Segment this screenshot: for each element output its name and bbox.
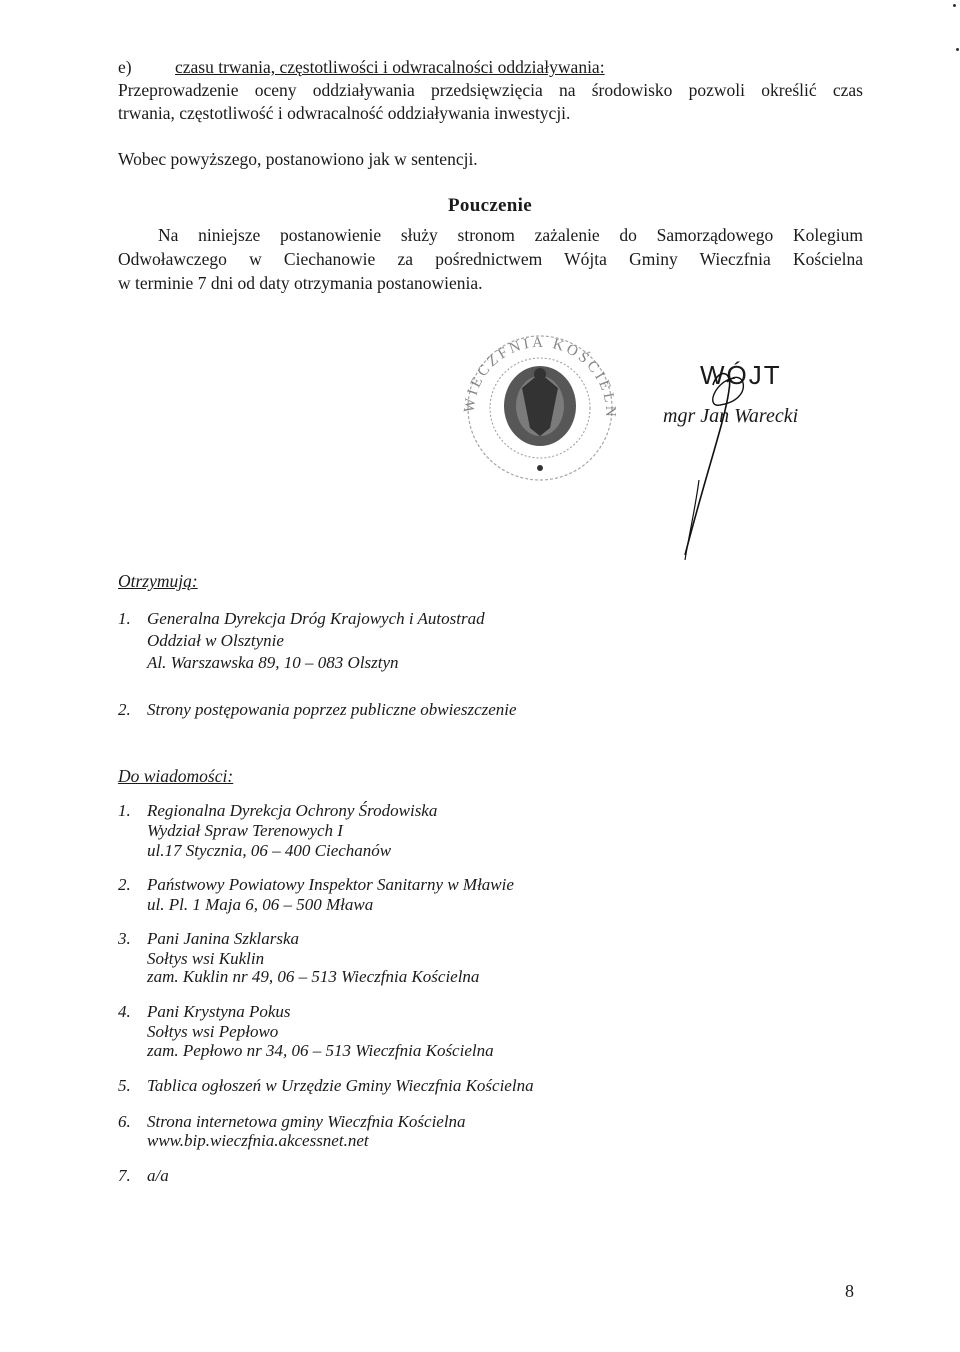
pouczenie-line-2: Odwoławczego w Ciechanowie za pośrednictwem Wójta Gminy Wieczfnia Kościelna bbox=[118, 249, 863, 269]
stamp-ring-text: WIECZFNIA KOŚCIELN bbox=[461, 334, 619, 420]
item-line: Oddział w Olsztynie bbox=[147, 631, 284, 650]
recipient-item-1 bbox=[118, 608, 485, 629]
item-line: Regionalna Dyrekcja Ochrony Środowiska bbox=[147, 801, 438, 820]
cc-item-1 bbox=[118, 800, 437, 821]
item-number: 5. bbox=[118, 1076, 131, 1095]
cc-item-4 bbox=[118, 1001, 291, 1022]
item-number: 6. bbox=[118, 1112, 131, 1131]
item-line: Strony postępowania poprzez publiczne obwieszczenie bbox=[147, 700, 517, 719]
item-number: 2. bbox=[118, 875, 131, 894]
cc-item-2 bbox=[118, 874, 514, 895]
conclusion-text: Wobec powyższego, postanowiono jak w sentencji. bbox=[118, 149, 478, 169]
item-line: Wydział Spraw Terenowych I bbox=[147, 821, 343, 840]
item-number: 1. bbox=[118, 609, 131, 628]
pouczenie-line-1: Na niniejsze postanowienie służy stronom zażalenie do Samorządowego Kolegium bbox=[158, 225, 863, 245]
item-line: a/a bbox=[147, 1166, 169, 1185]
eagle-emblem-icon bbox=[504, 366, 576, 446]
section-e-title: czasu trwania, częstotliwości i odwracalności oddziaływania: bbox=[175, 57, 605, 77]
item-line: Generalna Dyrekcja Dróg Krajowych i Autostrad bbox=[147, 609, 485, 628]
item-number: 4. bbox=[118, 1002, 131, 1021]
signature-title: WÓJT bbox=[700, 360, 782, 390]
item-line: Tablica ogłoszeń w Urzędzie Gminy Wieczfnia Kościelna bbox=[147, 1076, 534, 1095]
item-line: Państwowy Powiatowy Inspektor Sanitarny w Mławie bbox=[147, 875, 514, 894]
item-line: ul. Pl. 1 Maja 6, 06 – 500 Mława bbox=[147, 895, 374, 914]
item-line: zam. Pepłowo nr 34, 06 – 513 Wieczfnia Kościelna bbox=[147, 1041, 494, 1060]
section-e-marker: e) bbox=[118, 57, 132, 77]
item-line: Strona internetowa gminy Wieczfnia Kościelna bbox=[147, 1112, 466, 1131]
page-number: 8 bbox=[845, 1281, 854, 1301]
item-number: 1. bbox=[118, 801, 131, 820]
pouczenie-heading: Pouczenie bbox=[448, 195, 532, 216]
handwritten-signature bbox=[655, 360, 875, 570]
recipients-heading: Otrzymują: bbox=[118, 571, 198, 591]
item-number: 3. bbox=[118, 929, 131, 948]
item-line: ul.17 Stycznia, 06 – 400 Ciechanów bbox=[147, 841, 392, 860]
recipient-item-2 bbox=[118, 699, 517, 720]
item-line: www.bip.wieczfnia.akcessnet.net bbox=[147, 1131, 369, 1150]
scan-mark bbox=[953, 4, 956, 7]
section-e-line-1: Przeprowadzenie oceny oddziaływania przedsięwzięcia na środowisko pozwoli określić czas bbox=[118, 80, 863, 100]
cc-heading: Do wiadomości: bbox=[118, 766, 234, 786]
signature-block bbox=[655, 360, 875, 570]
item-line: Sołtys wsi Kuklin bbox=[147, 949, 265, 968]
item-number: 2. bbox=[118, 700, 131, 719]
official-stamp bbox=[450, 318, 630, 488]
item-line: zam. Kuklin nr 49, 06 – 513 Wieczfnia Kościelna bbox=[147, 967, 480, 986]
cc-item-6 bbox=[118, 1111, 466, 1132]
item-line: Sołtys wsi Pepłowo bbox=[147, 1022, 279, 1041]
signature-name: mgr Jan Warecki bbox=[663, 405, 799, 427]
pouczenie-line-3: w terminie 7 dni od daty otrzymania postanowienia. bbox=[118, 273, 483, 293]
cc-item-3 bbox=[118, 928, 299, 949]
cc-item-5 bbox=[118, 1075, 534, 1096]
cc-item-7 bbox=[118, 1165, 169, 1186]
item-number: 7. bbox=[118, 1166, 131, 1185]
item-line: Pani Krystyna Pokus bbox=[147, 1002, 291, 1021]
scan-mark bbox=[956, 48, 959, 51]
item-line: Pani Janina Szklarska bbox=[147, 929, 300, 948]
section-e-line-2: trwania, częstotliwość i odwracalność oddziaływania inwestycji. bbox=[118, 103, 571, 123]
item-line: Al. Warszawska 89, 10 – 083 Olsztyn bbox=[147, 653, 399, 672]
